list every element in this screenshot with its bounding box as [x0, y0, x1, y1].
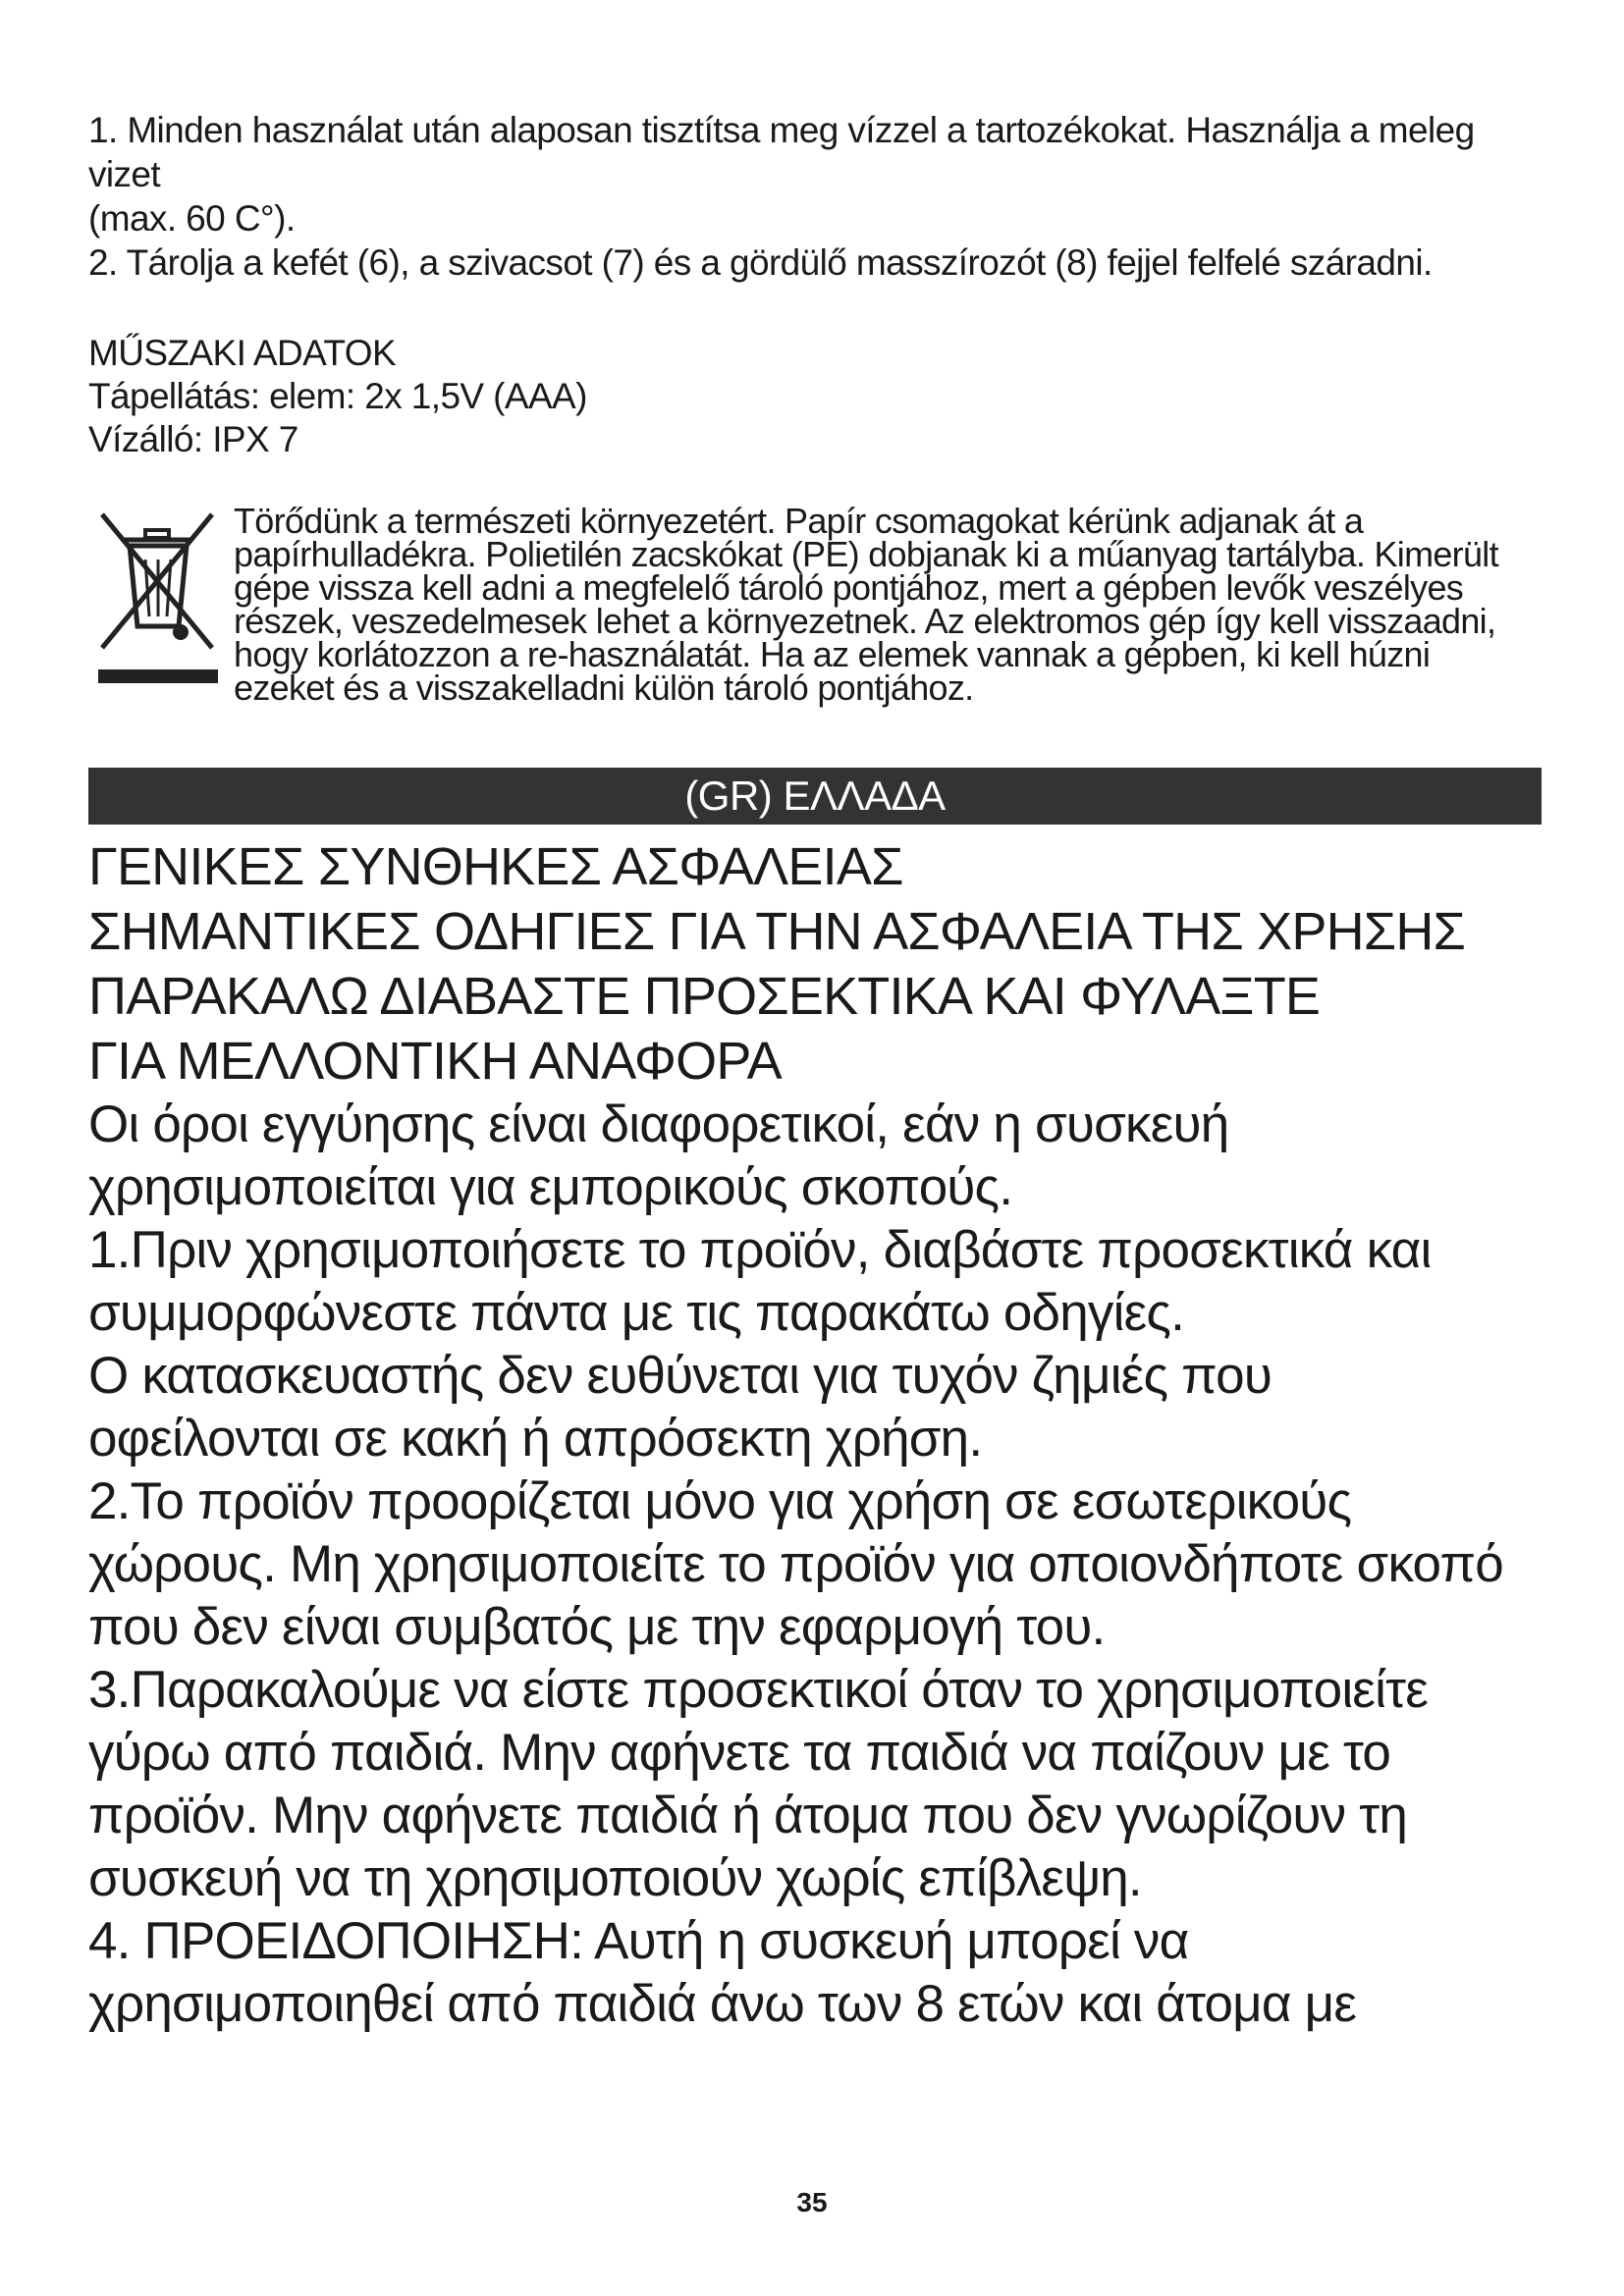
- instruction-line: 4. ΠΡΟΕΙΔΟΠΟΙΗΣΗ: Αυτή η συσκευή μπορεί να: [88, 1912, 1189, 1970]
- instruction-line: Οι όροι εγγύησης είναι διαφορετικοί, εάν η συσκευή: [88, 1095, 1229, 1153]
- instruction-line: 1.Πριν χρησιμοποιήσετε το προϊόν, διαβάστε προσεκτικά και: [88, 1221, 1432, 1279]
- instruction-line: 2.Το προϊόν προορίζεται μόνο για χρήση σε εσωτερικούς: [88, 1472, 1352, 1530]
- specs-power: Tápellátás: elem: 2x 1,5V (AAA): [88, 376, 587, 416]
- instruction-line: χρησιμοποιηθεί από παιδιά άνω των 8 ετών και άτομα με: [88, 1975, 1357, 2033]
- safety-heading-line: ΠΑΡΑΚΑΛΩ ΔΙΑΒΑΣΤΕ ΠΡΟΣΕΚΤΙΚΑ ΚΑΙ ΦΥΛΑΞΤΕ: [88, 967, 1321, 1026]
- environment-line: részek, veszedelmesek lehet a környezetnek. Az elektromos gép így kell visszaadni,: [234, 601, 1496, 641]
- instruction-line: συσκευή να τη χρησιμοποιούν χωρίς επίβλεψη.: [88, 1849, 1142, 1907]
- crossed-out-wheelie-bin-icon: [88, 501, 226, 702]
- instruction-line: προϊόν. Μην αφήνετε παιδιά ή άτομα που δεν γνωρίζουν τη: [88, 1787, 1408, 1844]
- environment-line: Törődünk a természeti környezetért. Papír csomagokat kérünk adjanak át a: [234, 501, 1364, 541]
- instruction-line: χώρους. Μη χρησιμοποιείτε το προϊόν για οποιονδήποτε σκοπό: [88, 1535, 1503, 1593]
- safety-instructions: [88, 1094, 1542, 2036]
- page-number: 35: [796, 2187, 828, 2217]
- instruction-line: 3.Παρακαλούμε να είστε προσεκτικοί όταν το χρησιμοποιείτε: [88, 1661, 1429, 1719]
- instruction-line: που δεν είναι συμβατός με την εφαρμογή του.: [88, 1598, 1106, 1656]
- technical-specs: [88, 332, 1542, 461]
- safety-heading-line: ΓΙΑ ΜΕΛΛΟΝΤΙΚΗ ΑΝΑΦΟΡΑ: [88, 1032, 782, 1091]
- manual-page: [88, 108, 1542, 2036]
- environment-line: gépe vissza kell adni a megfelelő tároló pontjához, mert a gépben levők veszélyes: [234, 567, 1464, 608]
- instruction-line: γύρω από παιδιά. Μην αφήνετε τα παιδιά να παίζουν με το: [88, 1724, 1391, 1782]
- instruction-line: Ο κατασκευαστής δεν ευθύνεται για τυχόν ζημιές που: [88, 1347, 1272, 1405]
- language-section-bar: (GR) ΕΛΛΑΔΑ: [88, 768, 1542, 825]
- environment-line: hogy korlátozzon a re-használatát. Ha az elemek vannak a gépben, ki kell húzni: [234, 634, 1431, 674]
- environment-text: [234, 501, 1542, 708]
- environment-line: ezeket és a visszakelladni külön tároló pontjához.: [234, 667, 974, 708]
- safety-headings: [88, 834, 1542, 1094]
- cleaning-line: 1. Minden használat után alaposan tisztítsa meg vízzel a tartozékokat. Használja a meleg vizet: [88, 110, 1475, 194]
- environment-line: papírhulladékra. Polietilén zacskókat (PE) dobjanak ki a műanyag tartályba. Kimerült: [234, 534, 1498, 574]
- specs-waterproof: Vízálló: IPX 7: [88, 419, 298, 459]
- environment-notice: [88, 501, 1542, 708]
- instruction-line: οφείλονται σε κακή ή απρόσεκτη χρήση.: [88, 1410, 983, 1468]
- safety-heading-line: ΓΕΝΙΚΕΣ ΣΥΝΘΗΚΕΣ ΑΣΦΑΛΕΙΑΣ: [88, 837, 903, 896]
- instruction-line: συμμορφώνεστε πάντα με τις παρακάτω οδηγίες.: [88, 1284, 1185, 1342]
- specs-heading: MŰSZAKI ADATOK: [88, 333, 397, 373]
- cleaning-line: 2. Tárolja a kefét (6), a szivacsot (7) és a gördülő masszírozót (8) fejjel felfelé száradni.: [88, 242, 1433, 283]
- cleaning-instructions: [88, 108, 1542, 285]
- cleaning-line: (max. 60 C°).: [88, 198, 296, 239]
- safety-heading-line: ΣΗΜΑΝΤΙΚΕΣ ΟΔΗΓΙΕΣ ΓΙΑ ΤΗΝ ΑΣΦΑΛΕΙΑ ΤΗΣ ΧΡΗΣΗΣ: [88, 902, 1466, 961]
- instruction-line: χρησιμοποιείται για εμπορικούς σκοπούς.: [88, 1158, 1013, 1216]
